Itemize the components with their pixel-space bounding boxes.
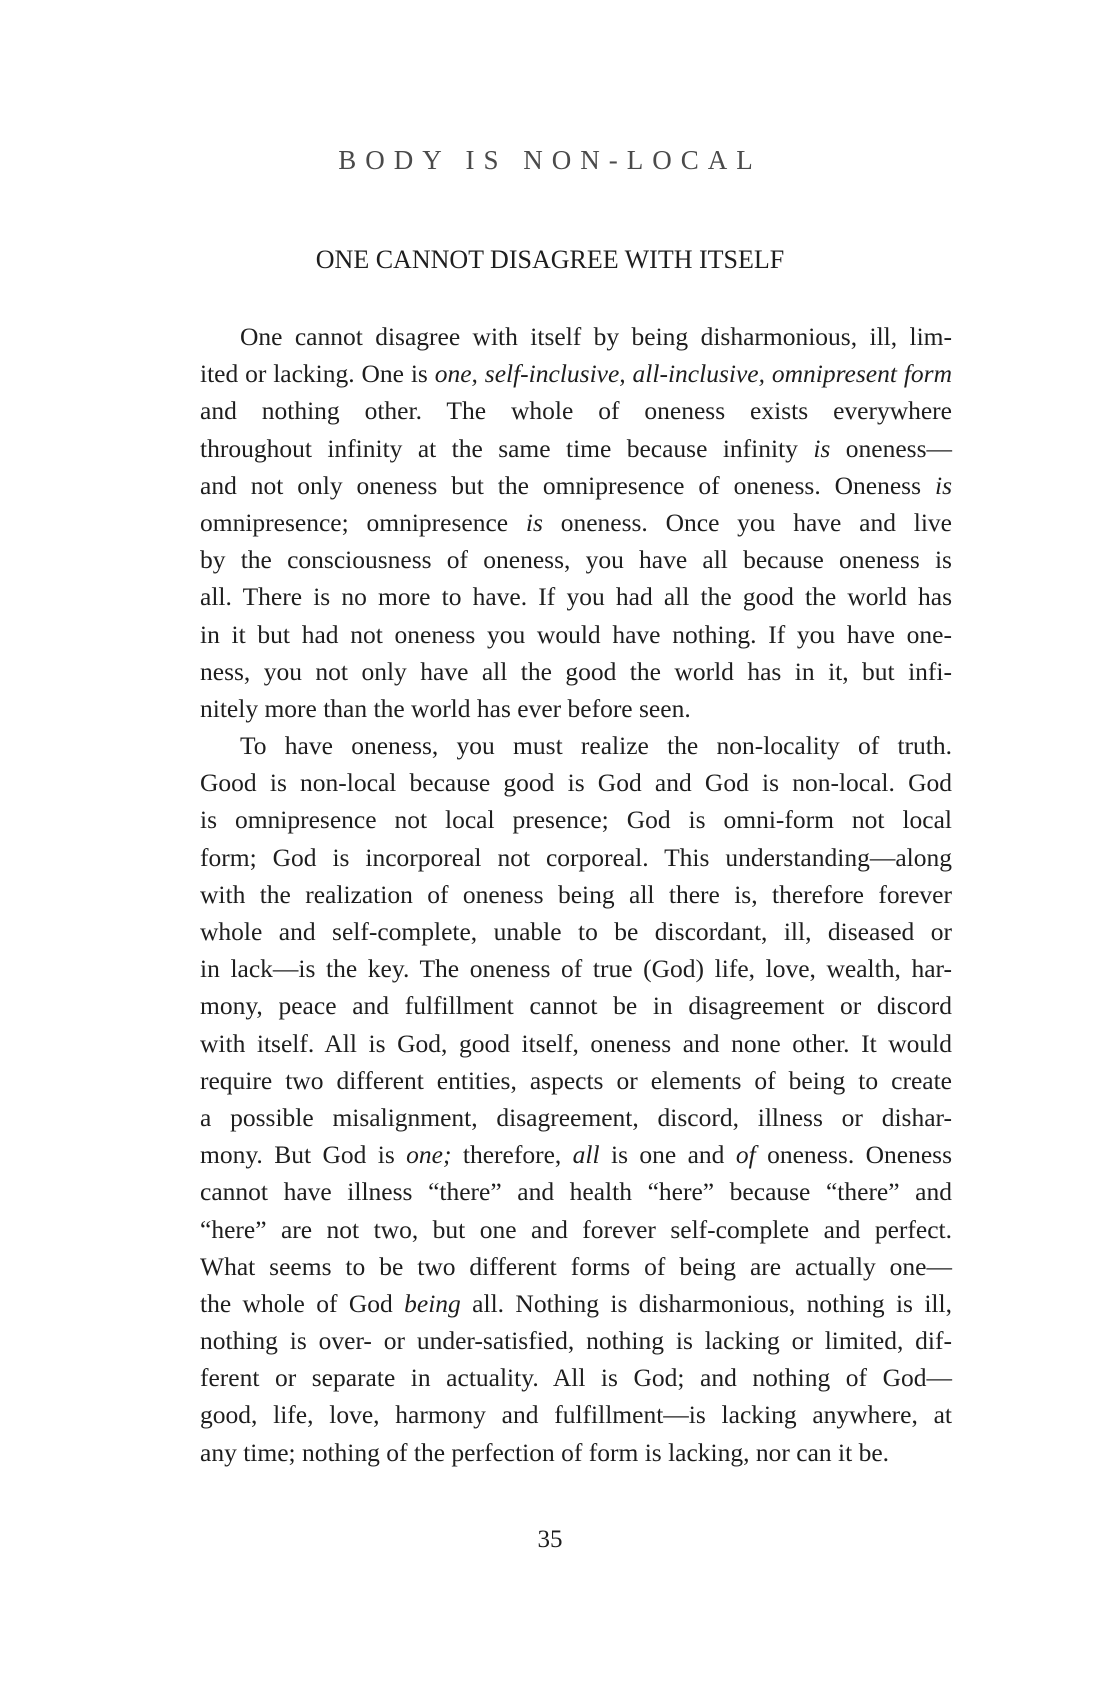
text-line — [200, 1434, 952, 1471]
text-line — [200, 727, 952, 764]
text-line — [200, 318, 952, 355]
text-line — [200, 690, 952, 727]
text-run: omnipresence; omnipresence — [200, 507, 526, 537]
text-run: nitely more than the world has ever before seen. — [200, 693, 691, 723]
text-line — [200, 950, 952, 987]
text-run: any time; nothing of the perfection of form is lacking, nor can it be. — [200, 1437, 890, 1467]
text-line — [200, 1025, 952, 1062]
text-run: by the consciousness of oneness, you have all because oneness is — [200, 545, 952, 575]
text-run: Good is non-local because good is God and God is non-local. God — [200, 768, 952, 798]
italic-text: is — [525, 507, 543, 537]
text-line — [200, 355, 952, 392]
text-run: is omnipresence not local presence; God is omni-form not local — [200, 805, 952, 835]
text-run: cannot have illness “there” and health “here” because “there” and — [200, 1177, 952, 1207]
running-head: BODY IS NON-LOCAL — [338, 145, 762, 175]
text-run: with itself. All is God, good itself, oneness and none other. It would — [200, 1028, 952, 1058]
italic-text: being — [404, 1288, 461, 1318]
text-line — [200, 913, 952, 950]
italic-text: one; — [406, 1140, 452, 1170]
text-run: oneness— — [830, 433, 953, 463]
text-run: ferent or separate in actuality. All is God; and nothing of God— — [200, 1363, 952, 1393]
text-run: in lack—is the key. The oneness of true (God) life, love, wealth, har- — [200, 954, 952, 984]
text-line — [200, 578, 952, 615]
text-run: ness, you not only have all the good the world has in it, but infi- — [200, 656, 952, 686]
text-line — [200, 987, 952, 1024]
text-run: and not only oneness but the omnipresence of oneness. Oneness — [200, 470, 935, 500]
text-line — [200, 1359, 952, 1396]
paragraph — [200, 318, 952, 727]
text-line — [200, 1248, 952, 1285]
text-line — [200, 1173, 952, 1210]
text-run: oneness. Oneness — [755, 1140, 952, 1170]
italic-text: one, self-inclusive, all-inclusive, omnipresent form — [434, 359, 952, 389]
text-line — [200, 1285, 952, 1322]
text-run: ited or lacking. One is — [200, 359, 435, 389]
italic-text: of — [735, 1140, 756, 1170]
text-line — [200, 1322, 952, 1359]
text-line — [200, 764, 952, 801]
text-run: all. Nothing is disharmonious, nothing is ill, — [460, 1288, 952, 1318]
text-line — [200, 616, 952, 653]
text-line — [200, 1099, 952, 1136]
text-run: One cannot disagree with itself by being disharmonious, ill, lim- — [240, 322, 952, 351]
text-line — [200, 504, 952, 541]
page-number: 35 — [537, 1526, 563, 1553]
text-run: therefore, — [451, 1140, 573, 1170]
paragraph — [200, 727, 952, 1471]
text-run: and nothing other. The whole of oneness exists everywhere — [200, 396, 952, 426]
text-run: require two different entities, aspects or elements of being to create — [200, 1065, 952, 1095]
text-line — [200, 1136, 952, 1173]
text-run: nothing is over- or under-satisfied, nothing is lacking or limited, dif- — [200, 1326, 952, 1356]
text-line — [200, 1396, 952, 1433]
text-run: form; God is incorporeal not corporeal. This understanding—along — [200, 842, 952, 872]
text-line — [200, 430, 952, 467]
text-run: the whole of God — [200, 1288, 405, 1318]
text-run: a possible misalignment, disagreement, discord, illness or dishar- — [200, 1102, 952, 1132]
italic-text: is — [934, 470, 952, 500]
text-run: in it but had not oneness you would have nothing. If you have one- — [200, 619, 952, 649]
text-line — [200, 467, 952, 504]
text-line — [200, 392, 952, 429]
text-run: whole and self-complete, unable to be discordant, ill, diseased or — [200, 917, 952, 946]
italic-text: is — [813, 433, 831, 463]
text-run: oneness. Once you have and live — [542, 507, 952, 537]
text-run: mony. But God is — [200, 1140, 407, 1170]
text-line — [200, 653, 952, 690]
text-line — [200, 1062, 952, 1099]
text-run: mony, peace and fulfillment cannot be in disagreement or discord — [200, 991, 952, 1021]
chapter-title: ONE CANNOT DISAGREE WITH ITSELF — [315, 245, 785, 274]
text-line — [200, 801, 952, 838]
text-run: is one and — [599, 1140, 736, 1170]
italic-text: all — [572, 1140, 600, 1170]
text-run: “here” are not two, but one and forever self-complete and perfect. — [200, 1214, 952, 1244]
text-run: all. There is no more to have. If you had all the good the world has — [200, 582, 952, 612]
text-run: good, life, love, harmony and fulfillment—is lacking anywhere, at — [200, 1400, 952, 1430]
body-text — [200, 318, 952, 1471]
text-run: What seems to be two different forms of being are actually one— — [200, 1251, 952, 1281]
text-run: throughout infinity at the same time because infinity — [200, 433, 814, 463]
text-run: To have oneness, you must realize the non-locality of truth. — [240, 731, 952, 761]
text-line — [200, 1211, 952, 1248]
text-line — [200, 541, 952, 578]
text-line — [200, 876, 952, 913]
text-run: with the realization of oneness being all there is, therefore forever — [200, 879, 952, 909]
text-line — [200, 839, 952, 876]
